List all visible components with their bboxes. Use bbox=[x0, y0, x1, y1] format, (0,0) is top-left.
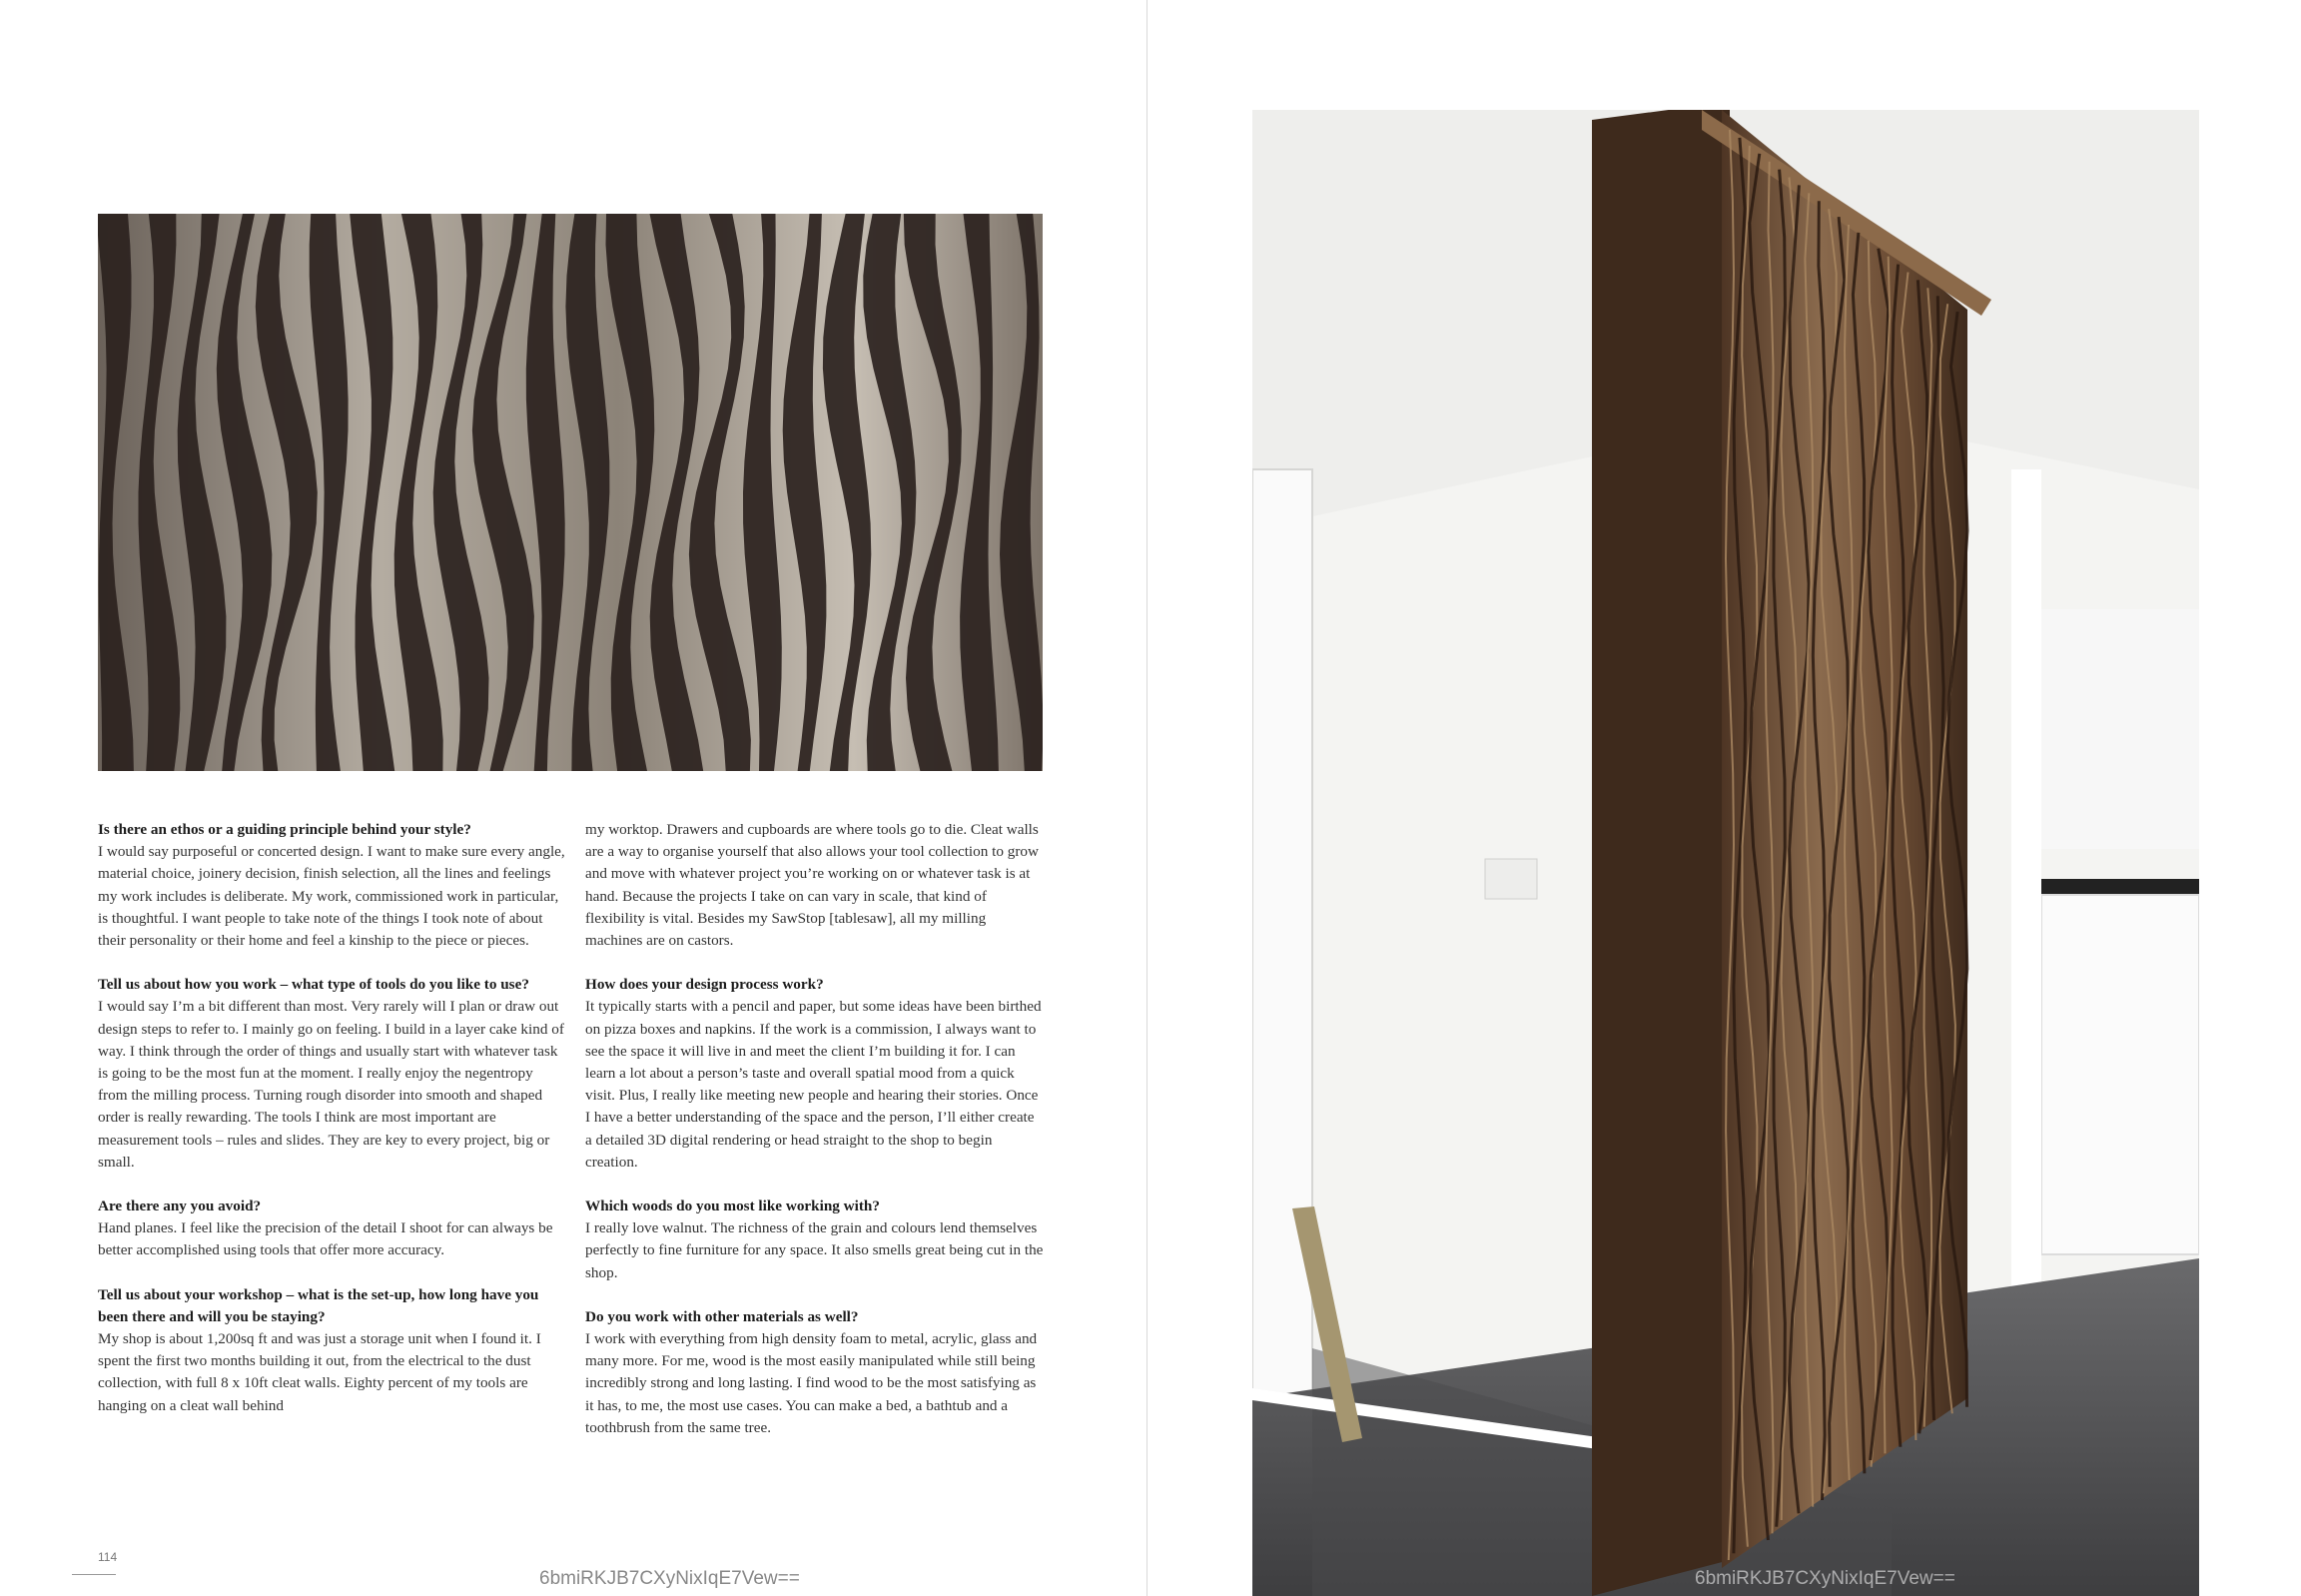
qa-block bbox=[585, 1196, 1045, 1284]
interview-answer: I would say purposeful or concerted design. I want to make sure every angle, material choice, joinery decision, finish selection, all the lines and feelings my work includes is deliberate. My work, commissioned work in particular, is thoughtful. I want people to take note of the things I took note of about their personality or their home and feel a kinship to the piece or pieces. bbox=[98, 843, 565, 950]
interview-column-left bbox=[98, 819, 565, 1439]
watermark-left: 6bmiRKJB7CXyNixIqE7Vew== bbox=[539, 1568, 800, 1589]
interview-answer: It typically starts with a pencil and paper, but some ideas have been birthed on pizza boxes and napkins. If the work is a commission, I always want to see the space it will live in and meet the client I’m building it for. I can learn a lot about a person’s taste and overall spatial mood from a quick visit. Plus, I really like meeting new people and hearing their stories. Once I have a better understanding of the space and the person, I’ll either create a detailed 3D digital rendering or head straight to the shop to begin creation. bbox=[585, 998, 1042, 1171]
interview-answer: my worktop. Drawers and cupboards are where tools go to die. Cleat walls are a way to organise yourself that also allows your tool collection to grow and move with whatever project you’re working on or whatever task is at hand. Because the projects I take on can vary in scale, that kind of flexibility is vital. Besides my SawStop [tablesaw], all my milling machines are on castors. bbox=[585, 821, 1039, 950]
interview-question: Which woods do you most like working with? bbox=[585, 1197, 880, 1215]
room-divider-photo bbox=[1252, 110, 2199, 1596]
room-divider-photo-graphic bbox=[1252, 110, 2199, 1596]
qa-block bbox=[98, 974, 565, 1174]
qa-block bbox=[98, 1284, 565, 1417]
interview-question: Is there an ethos or a guiding principle behind your style? bbox=[98, 821, 471, 838]
interview-answer: I work with everything from high density foam to metal, acrylic, glass and many more. For me, wood is the most easily manipulated while still being incredibly strong and long lasting. I find wood to be the most satisfying as it has, to me, the most use cases. You can make a bed, a bathtub and a toothbrush from the same tree. bbox=[585, 1330, 1038, 1436]
interview-column-right bbox=[585, 819, 1045, 1461]
walnut-slats-photo-graphic bbox=[98, 214, 1043, 771]
qa-block bbox=[585, 819, 1045, 952]
interview-question: Are there any you avoid? bbox=[98, 1197, 262, 1215]
qa-block bbox=[98, 819, 565, 952]
interview-question: Tell us about your workshop – what is the set-up, how long have you been there and will you be staying? bbox=[98, 1285, 539, 1325]
page-number: 114 bbox=[98, 1550, 118, 1564]
folio-rule bbox=[72, 1574, 116, 1575]
qa-block bbox=[585, 974, 1045, 1174]
interview-question: Tell us about how you work – what type of tools do you like to use? bbox=[98, 976, 529, 994]
interview-answer: I really love walnut. The richness of the grain and colours lend themselves perfectly to fine furniture for any space. It also smells great being cut in the shop. bbox=[585, 1219, 1044, 1281]
interview-question: Do you work with other materials as well? bbox=[585, 1307, 859, 1325]
walnut-slats-closeup-photo bbox=[98, 214, 1043, 771]
watermark-right: 6bmiRKJB7CXyNixIqE7Vew== bbox=[1695, 1568, 1955, 1589]
interview-answer: I would say I’m a bit different than most. Very rarely will I plan or draw out design steps to refer to. I mainly go on feeling. I build in a layer cake kind of way. I think through the order of things and usually start with whatever task is going to be the most fun at the moment. I really enjoy the negentropy from the milling process. Turning rough disorder into smooth and shaped order is really rewarding. The tools I think are most important are measurement tools – rules and slides. They are key to every project, big or small. bbox=[98, 998, 564, 1171]
spread-gutter-divider bbox=[1147, 0, 1148, 1596]
qa-block bbox=[98, 1196, 565, 1262]
interview-question: How does your design process work? bbox=[585, 976, 824, 994]
divider-frame bbox=[1592, 110, 1730, 1596]
qa-block bbox=[585, 1306, 1045, 1439]
interview-answer: My shop is about 1,200sq ft and was just a storage unit when I found it. I spent the first two months building it out, from the electrical to the dust collection, with full 8 x 10ft cleat walls. Eighty percent of my tools are hanging on a cleat wall behind bbox=[98, 1330, 541, 1414]
interview-answer: Hand planes. I feel like the precision of the detail I shoot for can always be better accomplished using tools that offer more accuracy. bbox=[98, 1219, 553, 1259]
